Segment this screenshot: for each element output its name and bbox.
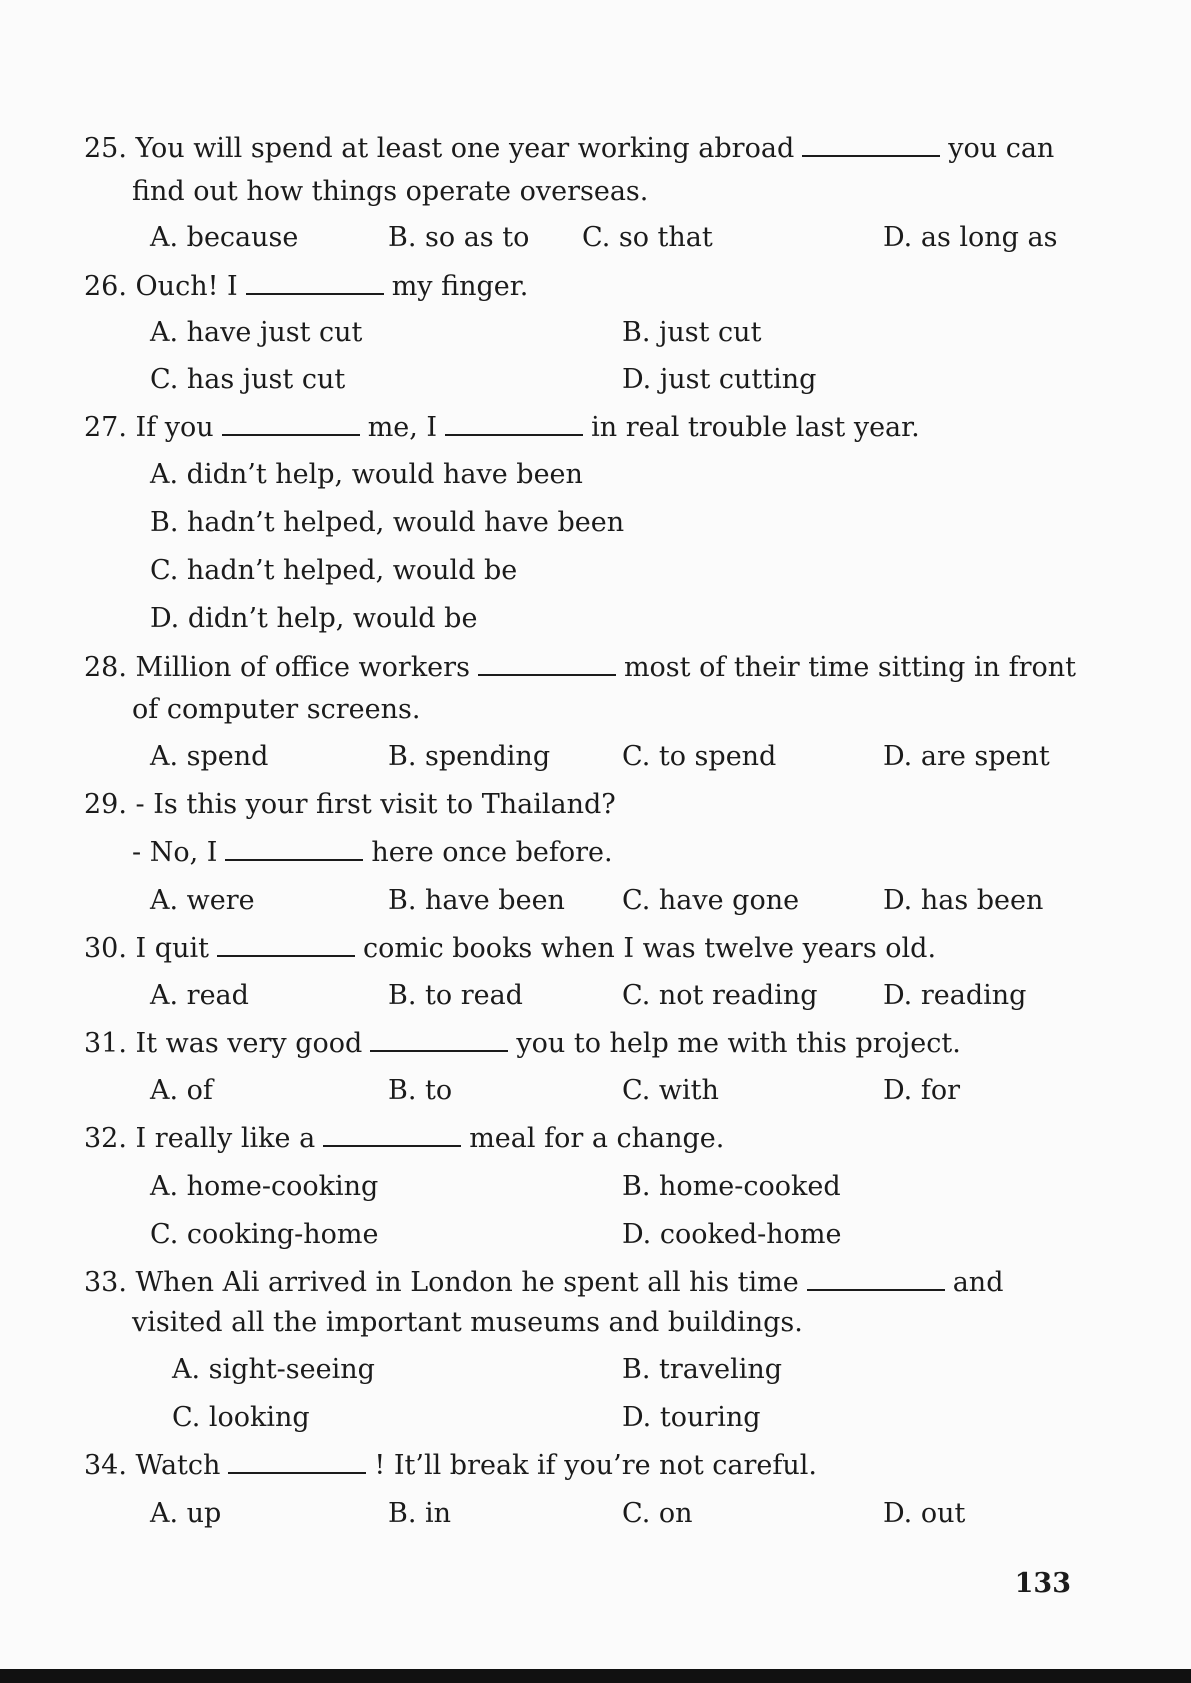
- scan-edge: [0, 1669, 1191, 1683]
- question-number: 31.: [84, 1028, 127, 1059]
- option-b[interactable]: B. have been: [388, 885, 565, 916]
- option-c[interactable]: C. have gone: [622, 885, 800, 916]
- question-25-stem: 25. You will spend at least one year working abroad you can: [84, 133, 1055, 164]
- option-a[interactable]: A. didn’t help, would have been: [150, 459, 583, 490]
- option-b[interactable]: B. to: [388, 1075, 453, 1106]
- option-a[interactable]: A. up: [150, 1498, 222, 1529]
- answer-blank[interactable]: [225, 837, 363, 861]
- option-d[interactable]: D. didn’t help, would be: [150, 603, 478, 634]
- question-34-stem: 34. Watch ! It’ll break if you’re not careful.: [84, 1450, 817, 1481]
- answer-blank[interactable]: [323, 1123, 461, 1147]
- answer-blank[interactable]: [807, 1267, 945, 1291]
- question-33-continuation: visited all the important museums and buildings.: [132, 1307, 803, 1338]
- question-29-stem: 29. - Is this your first visit to Thailand?: [84, 789, 616, 820]
- option-d[interactable]: D. just cutting: [622, 364, 817, 395]
- answer-blank[interactable]: [228, 1450, 366, 1474]
- question-number: 26.: [84, 271, 127, 302]
- question-number: 25.: [84, 133, 127, 164]
- question-25-continuation: find out how things operate overseas.: [132, 176, 649, 207]
- option-c[interactable]: C. has just cut: [150, 364, 346, 395]
- option-d[interactable]: D. cooked-home: [622, 1219, 842, 1250]
- option-d[interactable]: D. out: [883, 1498, 966, 1529]
- answer-blank[interactable]: [222, 412, 360, 436]
- option-b[interactable]: B. hadn’t helped, would have been: [150, 507, 625, 538]
- option-d[interactable]: D. touring: [622, 1402, 761, 1433]
- option-d[interactable]: D. reading: [883, 980, 1027, 1011]
- option-c[interactable]: C. cooking-home: [150, 1219, 379, 1250]
- question-number: 33.: [84, 1267, 127, 1298]
- answer-blank[interactable]: [217, 933, 355, 957]
- question-number: 29.: [84, 789, 127, 820]
- option-c[interactable]: C. to spend: [622, 741, 777, 772]
- option-a[interactable]: A. spend: [150, 741, 269, 772]
- option-c[interactable]: C. hadn’t helped, would be: [150, 555, 518, 586]
- question-27-stem: 27. If you me, I in real trouble last year.: [84, 412, 920, 443]
- option-a[interactable]: A. of: [150, 1075, 213, 1106]
- option-b[interactable]: B. so as to: [388, 222, 530, 253]
- answer-blank[interactable]: [478, 652, 616, 676]
- question-31-stem: 31. It was very good you to help me with this project.: [84, 1028, 961, 1059]
- option-b[interactable]: B. spending: [388, 741, 551, 772]
- option-b[interactable]: B. to read: [388, 980, 523, 1011]
- option-a[interactable]: A. read: [150, 980, 249, 1011]
- option-d[interactable]: D. for: [883, 1075, 961, 1106]
- question-30-stem: 30. I quit comic books when I was twelve years old.: [84, 933, 937, 964]
- question-number: 27.: [84, 412, 127, 443]
- option-d[interactable]: D. has been: [883, 885, 1044, 916]
- question-28-continuation: of computer screens.: [132, 694, 421, 725]
- option-d[interactable]: D. as long as: [883, 222, 1058, 253]
- option-c[interactable]: C. so that: [582, 222, 713, 253]
- option-a[interactable]: A. have just cut: [150, 317, 363, 348]
- option-b[interactable]: B. just cut: [622, 317, 762, 348]
- option-b[interactable]: B. in: [388, 1498, 452, 1529]
- question-number: 30.: [84, 933, 127, 964]
- answer-blank[interactable]: [445, 412, 583, 436]
- page-number: 133: [1014, 1568, 1071, 1599]
- question-33-stem: 33. When Ali arrived in London he spent all his time and: [84, 1267, 1004, 1298]
- question-32-stem: 32. I really like a meal for a change.: [84, 1123, 725, 1154]
- question-28-stem: 28. Million of office workers most of their time sitting in front: [84, 652, 1076, 683]
- option-c[interactable]: C. with: [622, 1075, 719, 1106]
- option-a[interactable]: A. were: [150, 885, 255, 916]
- option-a[interactable]: A. sight-seeing: [172, 1354, 375, 1385]
- answer-blank[interactable]: [246, 271, 384, 295]
- question-29-reply: - No, I here once before.: [132, 837, 613, 868]
- question-number: 28.: [84, 652, 127, 683]
- option-a[interactable]: A. because: [150, 222, 299, 253]
- option-c[interactable]: C. not reading: [622, 980, 818, 1011]
- question-26-stem: 26. Ouch! I my finger.: [84, 271, 529, 302]
- question-number: 32.: [84, 1123, 127, 1154]
- answer-blank[interactable]: [802, 133, 940, 157]
- option-b[interactable]: B. home-cooked: [622, 1171, 841, 1202]
- answer-blank[interactable]: [370, 1028, 508, 1052]
- question-number: 34.: [84, 1450, 127, 1481]
- option-c[interactable]: C. looking: [172, 1402, 310, 1433]
- option-b[interactable]: B. traveling: [622, 1354, 783, 1385]
- option-d[interactable]: D. are spent: [883, 741, 1050, 772]
- option-c[interactable]: C. on: [622, 1498, 693, 1529]
- option-a[interactable]: A. home-cooking: [150, 1171, 379, 1202]
